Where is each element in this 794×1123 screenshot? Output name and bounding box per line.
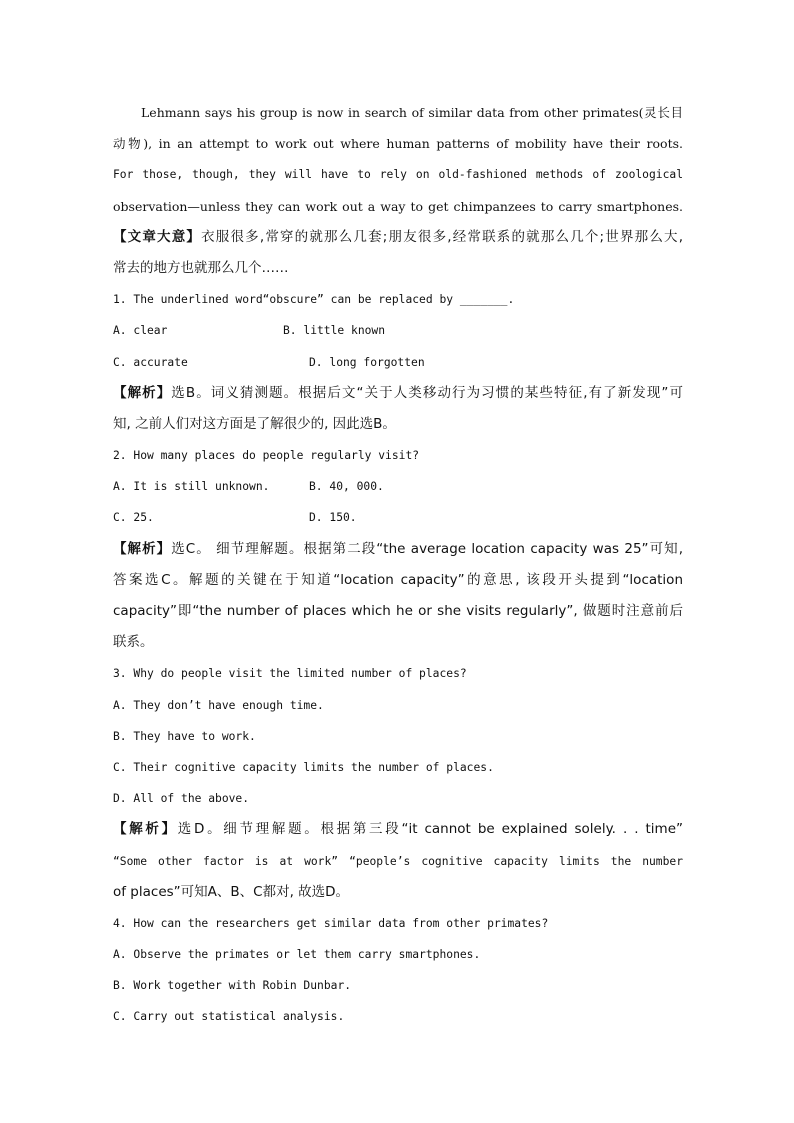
option-row xyxy=(113,471,683,502)
option-b: B. Work together with Robin Dunbar. xyxy=(113,979,352,993)
summary-line xyxy=(113,222,683,253)
option-b: B. little known xyxy=(283,324,386,338)
passage-line xyxy=(113,97,683,128)
passage-line xyxy=(113,159,683,190)
option-c: C. accurate xyxy=(113,355,188,369)
question-stem: 4. How can the researchers get similar data from other primates? xyxy=(113,916,549,930)
option-b: B. 40, 000. xyxy=(309,480,384,494)
passage-line xyxy=(113,128,683,159)
analysis-line: 答案选C。解题的关键在于知道“location capacity”的意思, 该段开头提到“location xyxy=(113,571,683,588)
option-a: A. Observe the primates or let them carry smartphones. xyxy=(113,948,481,962)
analysis-line: of places”可知A、B、C都对, 故选D。 xyxy=(113,883,350,900)
option-a: A. clear xyxy=(113,324,168,338)
question-stem: 1. The underlined word“obscure” can be replaced by _______. xyxy=(113,293,515,307)
summary-text: 常去的地方也就那么几个…… xyxy=(113,259,289,276)
option-c: C. 25. xyxy=(113,511,154,525)
option-d: D. long forgotten xyxy=(309,355,425,369)
passage-text: 动物), in an attempt to work out where human patterns of mobility have their roots. xyxy=(113,136,683,152)
option-row xyxy=(113,502,683,533)
analysis-text: 选B。词义猜测题。根据后文“关于人类移动行为习惯的某些特征,有了新发现”可 xyxy=(171,384,683,401)
summary-line xyxy=(113,253,683,284)
analysis-tag: 【解析】 xyxy=(113,384,172,401)
option-row xyxy=(113,315,683,346)
analysis-tag: 【解析】 xyxy=(113,540,172,557)
option-a: A. It is still unknown. xyxy=(113,480,270,494)
analysis-line: 联系。 xyxy=(113,634,154,651)
option-d: D. 150. xyxy=(309,511,357,525)
option-d: D. All of the above. xyxy=(113,792,250,806)
analysis-line: 知, 之前人们对这方面是了解很少的, 因此选B。 xyxy=(113,415,396,432)
analysis-line xyxy=(113,814,683,845)
passage-text: observation—unless they can work out a way to get chimpanzees to carry smartphones. xyxy=(113,198,683,214)
analysis-text: 选C。 细节理解题。根据第二段“the average location capacity was 25”可知, xyxy=(171,540,683,557)
analysis-line xyxy=(113,378,683,409)
analysis-line xyxy=(113,534,683,565)
option-a: A. They don’t have enough time. xyxy=(113,698,324,712)
passage-line xyxy=(113,191,683,222)
analysis-tag: 【解析】 xyxy=(113,821,178,838)
passage-text: For those, though, they will have to rely on old-fashioned methods of zoological xyxy=(113,168,683,182)
passage-text: Lehmann says his group is now in search of similar data from other primates(灵长目 xyxy=(141,105,683,120)
question-stem: 2. How many places do people regularly visit? xyxy=(113,449,420,463)
summary-tag: 【文章大意】 xyxy=(113,228,202,245)
summary-text: 衣服很多,常穿的就那么几套;朋友很多,经常联系的就那么几个;世界那么大, xyxy=(201,228,683,245)
option-c: C. Their cognitive capacity limits the number of places. xyxy=(113,760,494,774)
analysis-line: capacity”即“the number of places which he or she visits regularly”, 做题时注意前后 xyxy=(113,603,683,619)
question-stem: 3. Why do people visit the limited number of places? xyxy=(113,667,467,681)
analysis-text: 选D。细节理解题。根据第三段“it cannot be explained solely. . . time” xyxy=(177,821,684,838)
analysis-line: “Some other factor is at work” “people’s cognitive capacity limits the number xyxy=(113,854,683,868)
option-b: B. They have to work. xyxy=(113,729,256,743)
option-c: C. Carry out statistical analysis. xyxy=(113,1010,345,1024)
document-page xyxy=(113,97,683,1033)
option-row xyxy=(113,347,683,378)
